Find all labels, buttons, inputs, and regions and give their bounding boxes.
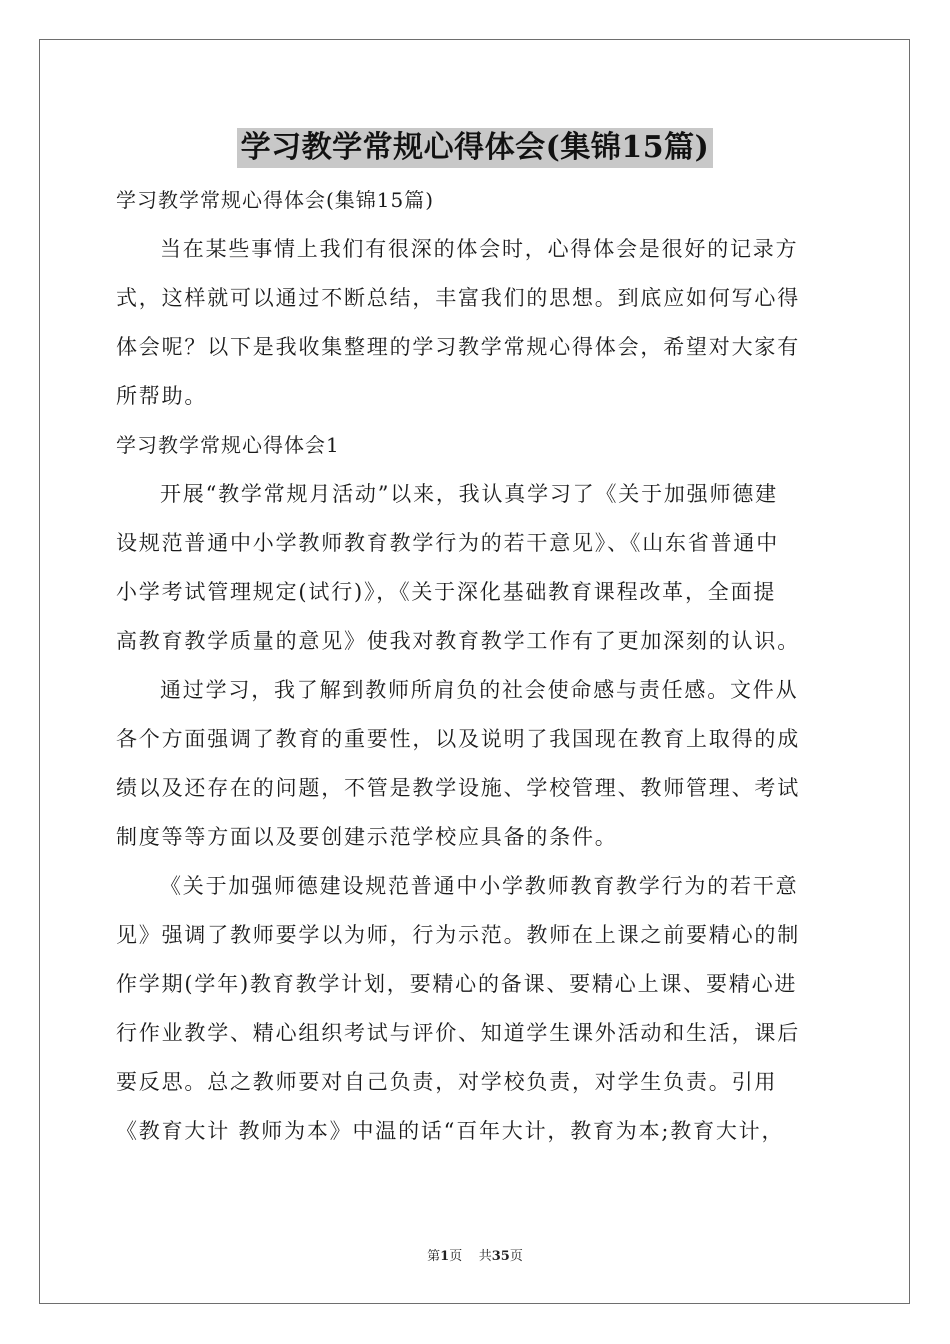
paragraph-line: 《教育大计 教师为本》中温的话“百年大计，教育为本;教育大计， — [116, 1119, 785, 1143]
paragraph-2 — [116, 666, 834, 862]
section-heading: 学习教学常规心得体会1 — [116, 433, 340, 457]
document-subtitle: 学习教学常规心得体会(集锦15篇) — [116, 188, 435, 212]
paragraph-line: 当在某些事情上我们有很深的体会时，心得体会是很好的记录方 — [160, 237, 799, 261]
intro-paragraph — [116, 225, 834, 421]
paragraph-line: 所帮助。 — [116, 384, 208, 408]
page-prefix: 第 — [427, 1249, 441, 1264]
paragraph-line: 制度等等方面以及要创建示范学校应具备的条件。 — [116, 825, 618, 849]
paragraph-line: 高教育教学质量的意见》使我对教育教学工作有了更加深刻的认识。 — [116, 629, 800, 653]
paragraph-line: 作学期(学年)教育教学计划，要精心的备课、要精心上课、要精心进 — [116, 972, 798, 996]
paragraph-line: 《关于加强师德建设规范普通中小学教师教育教学行为的若干意 — [160, 874, 799, 898]
paragraph-1 — [116, 470, 834, 666]
paragraph-line: 体会呢？以下是我收集整理的学习教学常规心得体会，希望对大家有 — [116, 335, 800, 359]
page-footer — [0, 1248, 950, 1266]
paragraph-line: 设规范普通中小学教师教育教学行为的若干意见》、《山东省普通中 — [116, 531, 779, 555]
paragraph-line: 开展“教学常规月活动”以来，我认真学习了《关于加强师德建 — [160, 482, 778, 506]
page-total: 35 — [491, 1249, 510, 1264]
paragraph-line: 绩以及还存在的问题，不管是教学设施、学校管理、教师管理、考试 — [116, 776, 800, 800]
paragraph-line: 行作业教学、精心组织考试与评价、知道学生课外活动和生活，课后 — [116, 1021, 800, 1045]
paragraph-line: 各个方面强调了教育的重要性，以及说明了我国现在教育上取得的成 — [116, 727, 800, 751]
paragraph-line: 小学考试管理规定(试行)》，《关于深化基础教育课程改革，全面提 — [116, 580, 777, 604]
paragraph-line: 要反思。总之教师要对自己负责，对学校负责，对学生负责。引用 — [116, 1070, 778, 1094]
paragraph-line: 式，这样就可以通过不断总结，丰富我们的思想。到底应如何写心得 — [116, 286, 800, 310]
page-suffix: 页 — [449, 1249, 463, 1264]
paragraph-line: 通过学习，我了解到教师所肩负的社会使命感与责任感。文件从 — [160, 678, 799, 702]
document-title: 学习教学常规心得体会(集锦15篇) — [237, 128, 714, 168]
total-prefix: 共 — [478, 1249, 492, 1264]
paragraph-line: 见》强调了教师要学以为师，行为示范。教师在上课之前要精心的制 — [116, 923, 800, 947]
total-suffix: 页 — [509, 1249, 523, 1264]
title-container — [0, 128, 950, 168]
document-body — [116, 176, 834, 1156]
page-current: 1 — [440, 1249, 450, 1264]
paragraph-3 — [116, 862, 834, 1156]
